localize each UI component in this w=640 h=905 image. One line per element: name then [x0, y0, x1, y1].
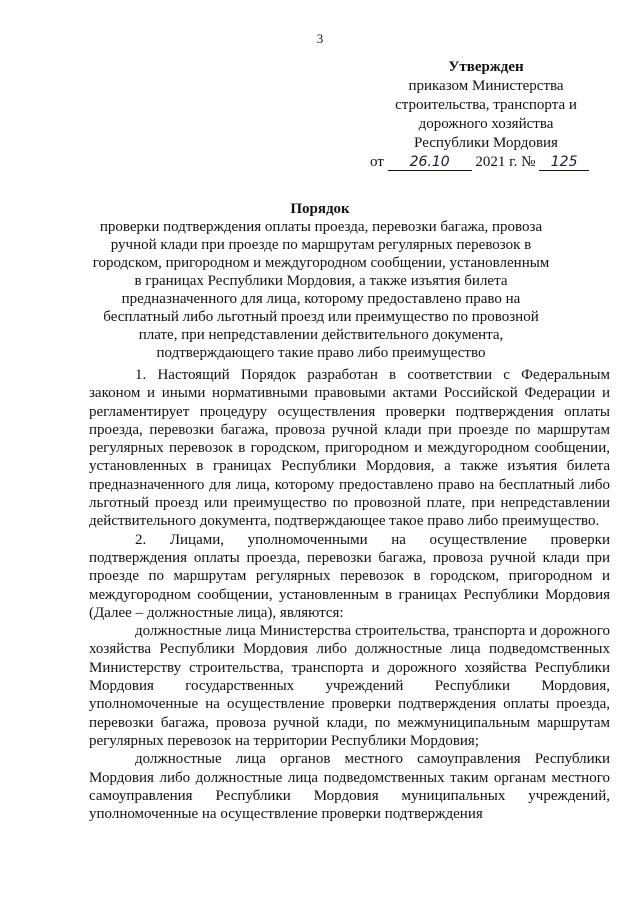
approval-line-4: Республики Мордовия	[414, 135, 558, 151]
paragraph-4: должностные лица органов местного самоуправления Республики Мордовия либо должностные лица подведомственных таким органам местного самоуправления Республики Мордовия муниципальных учреждений, уполномоченные на осуществление проверки подтверждения	[89, 751, 610, 823]
document-subtitle: проверки подтверждения оплаты проезда, перевозки багажа, провоза ручной клади при проезде по маршрутам регулярных перевозок в городском, пригородном и междугородном сообщении, установленным в границах Республики Мордовия, а также изъятия билета предназначенного для лица, которому предоставлено право на бесплатный либо льготный проезд или преимущество по провозной плате, при непредставлении действительного документа, подтверждающего такие право либо преимущество	[92, 219, 550, 361]
order-year: 2021 г.	[475, 154, 518, 170]
handwritten-order-number: 125	[539, 155, 589, 171]
number-sign: №	[521, 154, 536, 170]
approval-heading: Утвержден	[448, 59, 524, 75]
paragraph-2: 2. Лицами, уполномоченными на осуществление проверки подтверждения оплаты проезда, перевозки багажа, провоза ручной клади при проезде по маршрутам регулярных перевозок в городском, пригородном и междугородном сообщении, установленным в границах Республики Мордовия (Далее – должностные лица), являются:	[89, 531, 610, 621]
approval-line-1: приказом Министерства	[408, 78, 564, 94]
paragraph-3: должностные лица Министерства строительства, транспорта и дорожного хозяйства Республики Мордовия либо должностные лица подведомственных Министерству строительства, транспорта и дорожного хозяйства Республики Мордовия государственных учреждений Республики Мордовия, уполномоченные на осуществление проверки подтверждения оплаты проезда, перевозки багажа, провоза ручной клади, по межмуниципальным маршрутам регулярных перевозок на территории Республики Мордовия;	[89, 623, 610, 749]
approval-line-3: дорожного хозяйства	[418, 116, 554, 132]
document-title: Порядок	[290, 201, 350, 217]
order-date-line	[370, 153, 610, 172]
approval-block	[362, 58, 610, 172]
approval-line-2: строительства, транспорта и	[395, 97, 577, 113]
document-body	[89, 366, 610, 823]
handwritten-date: 26.10	[388, 155, 472, 171]
page-number: 3	[316, 31, 324, 46]
date-prefix: от	[370, 154, 384, 170]
paragraph-1: 1. Настоящий Порядок разработан в соответствии с Федеральным законом и иными нормативными правовыми актами Российской Федерации и регламентирует процедуру осуществления проверки подтверждения оплаты проезда, перевозки багажа, провоза ручной клади при проезде по маршрутам регулярных перевозок в городском, пригородном и междугородном сообщении, установленных в границах Республики Мордовия, а также изъятия билета предназначенного для лица, которому предоставлено право на бесплатный либо льготный проезд или преимущество по провозной плате, при непредставлении действительного документа, подтверждающее такое право либо преимущество.	[89, 367, 610, 530]
